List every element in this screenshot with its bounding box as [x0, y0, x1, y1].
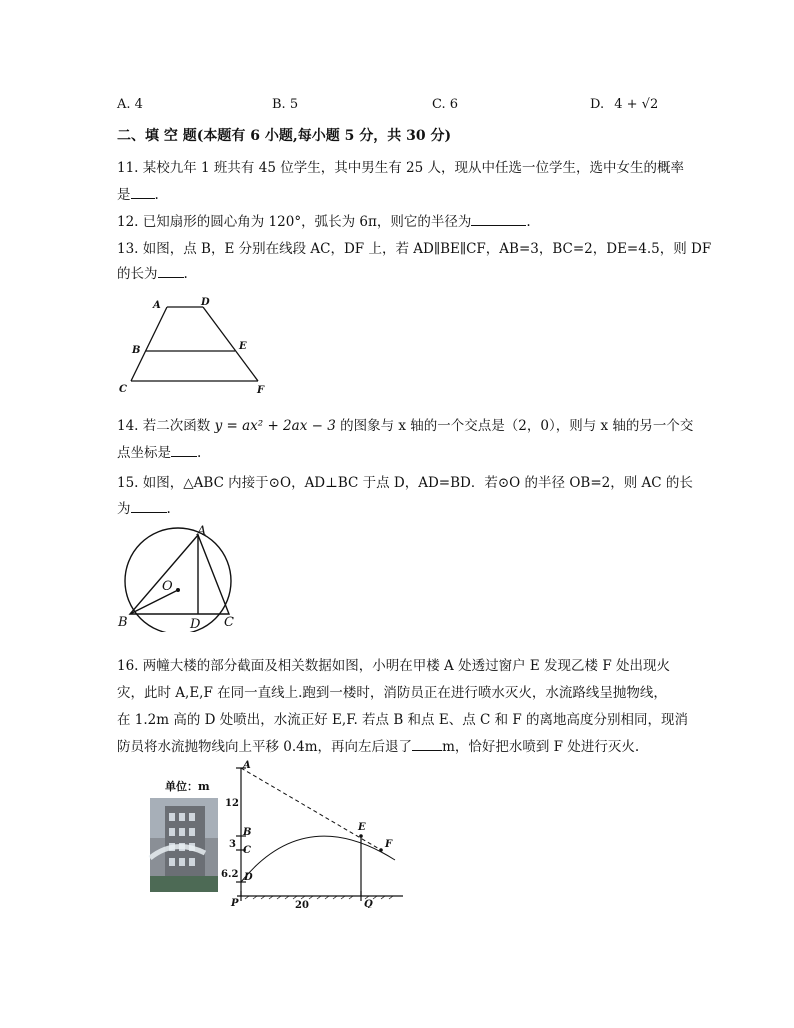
label-c: C	[224, 615, 234, 630]
point-f	[379, 848, 383, 852]
q15-suffix: .	[166, 501, 171, 517]
q15-line1: 15. 如图，△ABC 内接于⊙O，AD⊥BC 于点 D，AD=BD．若⊙O 的半径 OB=2，则 AC 的长	[117, 475, 693, 491]
q13-answer-blank[interactable]	[158, 264, 184, 278]
dim-cd: 6.2	[221, 869, 239, 880]
label-e: E	[239, 341, 247, 352]
option-d-value: 4 + √2	[614, 97, 659, 112]
q14-line2-prefix: 点坐标是	[117, 445, 171, 461]
segment-df	[203, 307, 258, 381]
figure-15-circle	[112, 524, 247, 632]
label-d: D	[244, 872, 253, 883]
section-title: 二、填 空 题(本题有 6 小题,每小题 5 分，共 30 分)	[117, 128, 452, 144]
label-p: P	[231, 898, 239, 908]
q14-answer-blank[interactable]	[171, 443, 197, 457]
label-a: A	[197, 524, 207, 539]
q14-line1	[117, 414, 693, 434]
q14-suffix: 的图象与 x 轴的一个交点是（2，0），则与 x 轴的另一个交	[340, 418, 694, 434]
figure-13-trapezoid	[115, 293, 275, 398]
q11-suffix: .	[154, 187, 159, 203]
q12-prefix: 12. 已知扇形的圆心角为 120°，弧长为 6π，则它的半径为	[117, 214, 472, 230]
label-a: A	[243, 760, 251, 771]
q15-answer-blank[interactable]	[131, 499, 167, 513]
label-d: D	[201, 297, 210, 308]
option-a: A. 4	[117, 97, 143, 112]
q14-line2	[117, 441, 201, 461]
q13-suffix: .	[183, 266, 188, 282]
q12-suffix: .	[526, 214, 531, 230]
q16-line3: 在 1.2m 高的 D 处喷出，水流正好 E,F. 若点 B 和点 E、点 C 和 F 的离地高度分别相同，现消	[117, 712, 689, 728]
label-q: Q	[364, 899, 373, 908]
dim-bc: 3	[229, 839, 236, 850]
q13-prefix: 的长为	[117, 266, 158, 282]
q16-line1: 16. 两幢大楼的部分截面及相关数据如图，小明在甲楼 A 处透过窗户 E 发现乙楼 F 处出现火	[117, 658, 670, 674]
option-b: B. 5	[272, 97, 299, 112]
center-point-o	[176, 588, 180, 592]
label-d: D	[190, 617, 201, 632]
q15-prefix: 为	[117, 501, 131, 517]
q14-prefix: 14. 若二次函数	[117, 418, 211, 434]
dim-ab: 12	[225, 798, 239, 809]
label-c: C	[243, 845, 251, 856]
q16-answer-blank[interactable]	[412, 737, 442, 751]
triangle-abc	[130, 535, 229, 614]
segment-ac	[131, 307, 167, 381]
figure-16-buildings	[145, 758, 410, 908]
label-e: E	[358, 822, 366, 833]
dim-pq: 20	[295, 900, 309, 908]
label-f: F	[385, 839, 393, 850]
water-parabola	[241, 836, 395, 882]
q16-suffix: m，恰好把水喷到 F 处进行灭火.	[442, 739, 640, 755]
q13-line2	[117, 262, 188, 282]
label-b: B	[132, 345, 141, 356]
building-photo	[150, 798, 218, 892]
label-c: C	[119, 384, 127, 395]
point-e	[359, 834, 363, 838]
label-b: B	[243, 827, 252, 838]
q11-line1: 11. 某校九年 1 班共有 45 位学生，其中男生有 25 人，现从中任选一位学生，选中女生的概率	[117, 160, 684, 176]
label-a: A	[153, 300, 161, 311]
q12-line	[117, 210, 531, 230]
q16-line4	[117, 735, 639, 755]
option-d	[590, 97, 658, 112]
label-b: B	[118, 615, 128, 630]
q15-line2	[117, 497, 171, 517]
label-o: O	[162, 579, 173, 594]
q16-line2: 灾，此时 A,E,F 在同一直线上.跑到一楼时，消防员正在进行喷水灭火，水流路线呈抛物线，	[117, 685, 667, 701]
sight-line-aef	[241, 768, 381, 850]
option-c: C. 6	[432, 97, 459, 112]
q11-prefix: 是	[117, 187, 131, 203]
q14-line2-suffix: .	[197, 445, 202, 461]
option-d-prefix: D.	[590, 97, 605, 112]
q13-line1: 13. 如图，点 B，E 分别在线段 AC，DF 上，若 AD∥BE∥CF，AB=3，BC=2，DE=4.5，则 DF	[117, 241, 712, 257]
q11-line2	[117, 183, 159, 203]
unit-label: 单位：m	[165, 780, 210, 793]
q16-prefix: 防员将水流抛物线向上平移 0.4m，再向左后退了	[117, 739, 413, 755]
q11-answer-blank[interactable]	[131, 185, 155, 199]
q14-formula: y = ax² + 2ax − 3	[214, 418, 336, 434]
label-f: F	[257, 385, 265, 396]
q12-answer-blank[interactable]	[471, 212, 526, 226]
